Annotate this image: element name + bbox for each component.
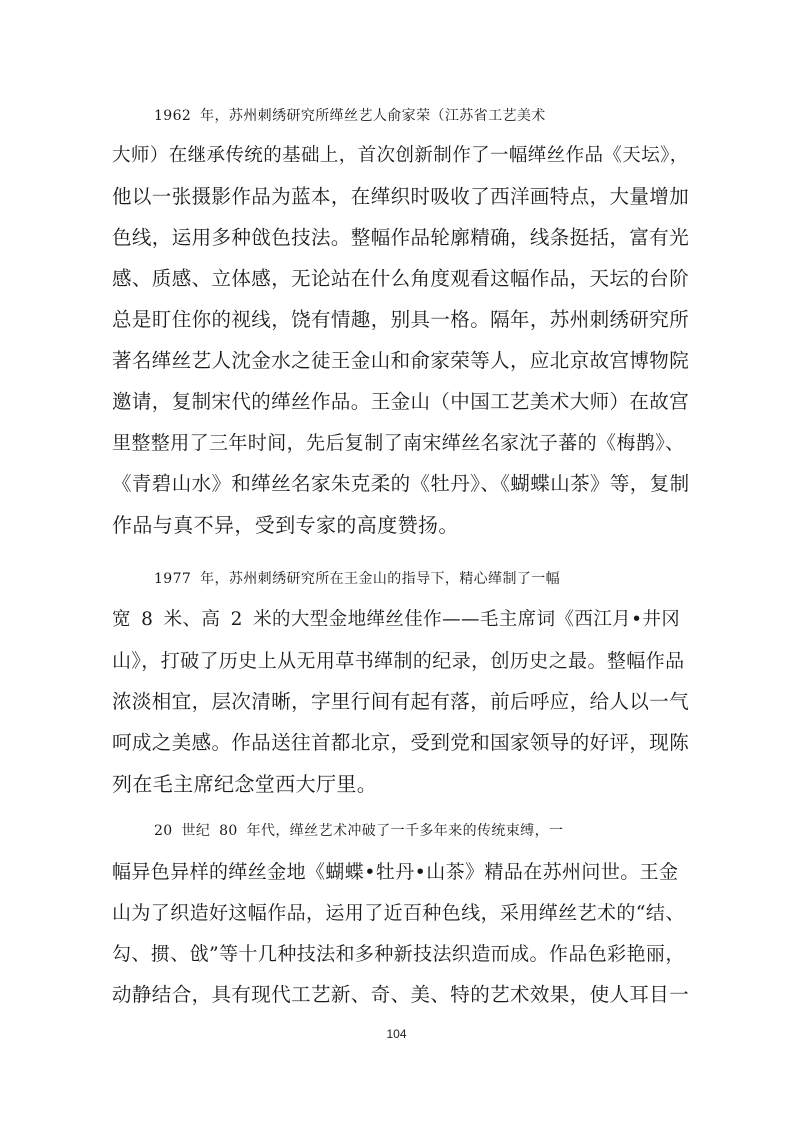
text-line: 1977 年，苏州刺绣研究所在王金山的指导下，精心缂制了一幅 <box>154 571 561 587</box>
text-line: 列在毛主席纪念堂西大厅里。 <box>112 772 378 796</box>
text-line: 山为了织造好这幅作品，运用了近百种色线，采用缂丝艺术的“结、 <box>112 902 685 924</box>
text-line: 著名缂丝艺人沈金水之徒王金山和俞家荣等人，应北京故宫博物院 <box>112 349 690 372</box>
text-line: 幅异色异样的缂丝金地《蝴蝶•牡丹•山茶》精品在苏州问世。王金 <box>112 861 679 883</box>
text-line: 山》，打破了历史上从无用草书缂制的纪录，创历史之最。整幅作品 <box>112 650 685 672</box>
text-line: 作品与真不异，受到专家的高度赞扬。 <box>112 513 459 537</box>
text-line: 《青碧山水》和缂丝名家朱克柔的《牡丹》、《蝴蝶山茶》等，复制 <box>112 472 690 495</box>
text-line: 勾、掼、戗”等十几种技法和多种新技法织造而成。作品色彩艳丽， <box>112 943 685 965</box>
text-line: 浓淡相宜，层次清晰，字里行间有起有落，前后呼应，给人以一气 <box>112 690 690 713</box>
text-line: 20 世纪 80 年代，缂丝艺术冲破了一千多年来的传统束缚，一 <box>154 823 564 839</box>
page-number: 104 <box>386 1027 407 1041</box>
text-line: 他以一张摄影作品为蓝本，在缂织时吸收了西洋画特点，大量增加 <box>112 185 690 208</box>
text-line: 大师）在继承传统的基础上，首次创新制作了一幅缂丝作品《天坛》， <box>112 145 689 166</box>
text-line: 1962 年，苏州刺绣研究所缂丝艺人俞家荣（江苏省工艺美术 <box>154 108 546 124</box>
text-line: 里整整用了三年时间，先后复制了南宋缂丝名家沈子蕃的《梅鹊》、 <box>112 432 685 454</box>
text-line: 宽 8 米、高 2 米的大型金地缂丝佳作——毛主席词《西江月•井冈 <box>112 609 681 630</box>
text-line: 邀请，复制宋代的缂丝作品。王金山（中国工艺美术大师）在故宫 <box>112 390 690 413</box>
text-line: 动静结合，具有现代工艺新、奇、美、特的艺术效果，使人耳目一 <box>112 983 690 1006</box>
text-line: 总是盯住你的视线，饶有情趣，别具一格。隔年，苏州刺绣研究所 <box>112 308 690 331</box>
text-line: 色线，运用多种戗色技法。整幅作品轮廓精确，线条挺括，富有光 <box>112 226 690 249</box>
text-line: 感、质感、立体感，无论站在什么角度观看这幅作品，天坛的台阶 <box>112 267 690 290</box>
text-line: 呵成之美感。作品送往首都北京，受到党和国家领导的好评，现陈 <box>112 731 690 754</box>
